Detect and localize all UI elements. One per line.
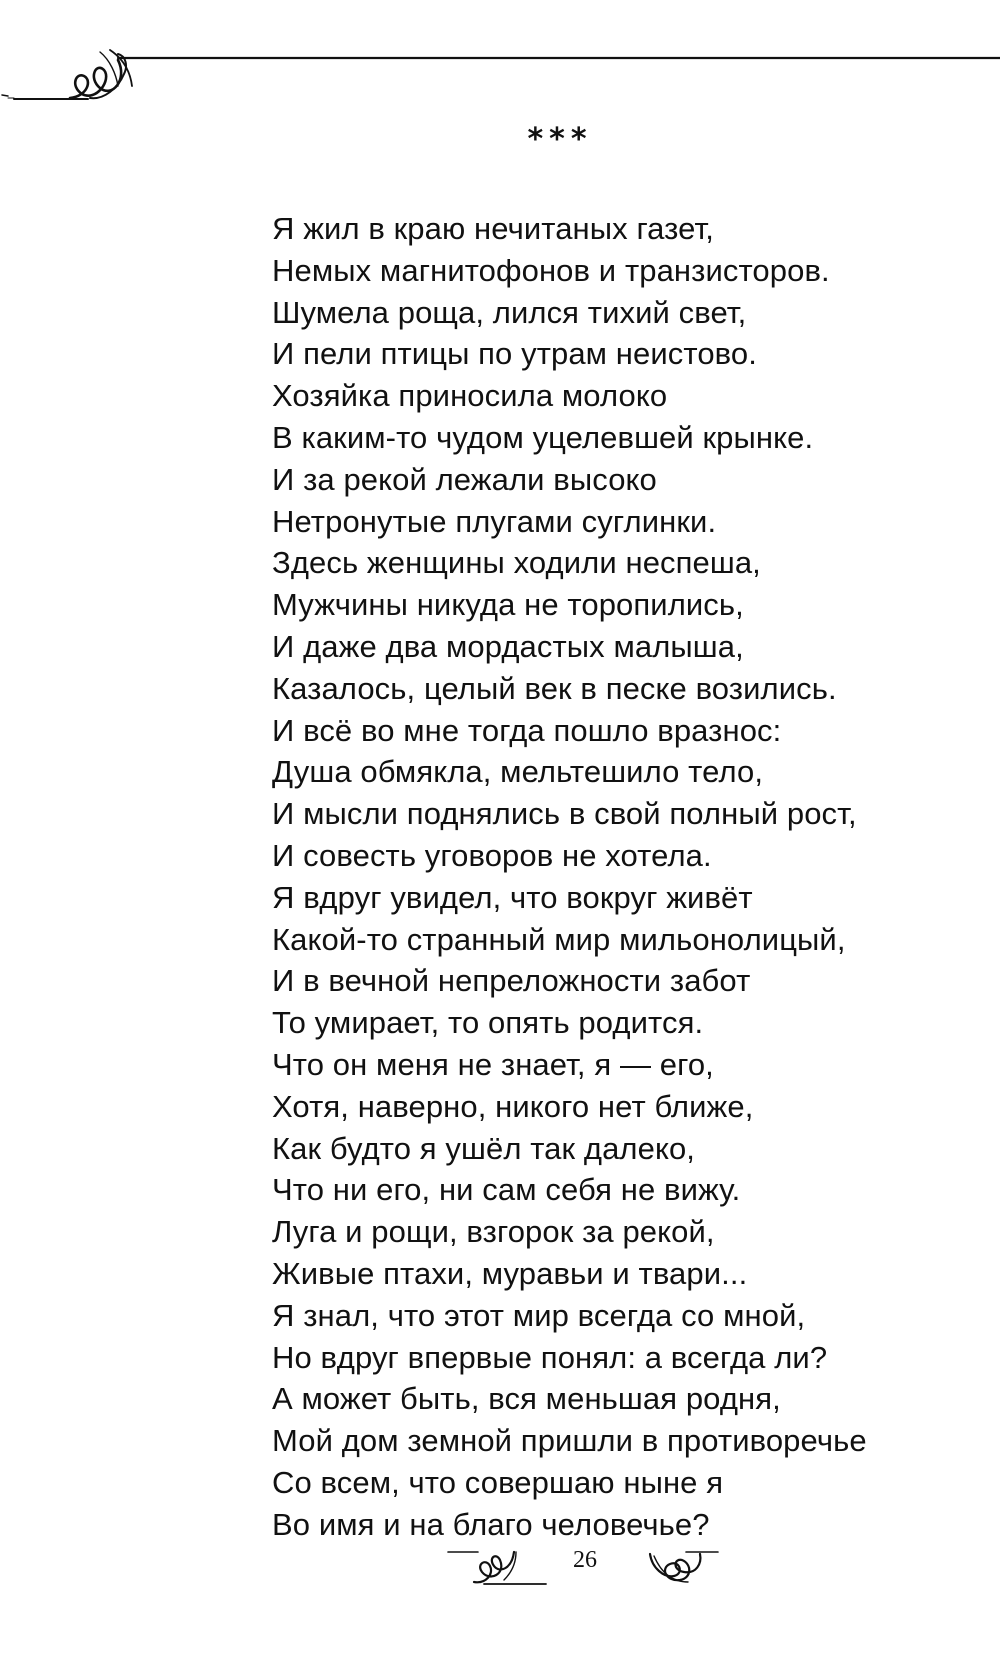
section-separator: *** bbox=[527, 122, 593, 157]
poem-line: Как будто я ушёл так далеко, bbox=[272, 1130, 696, 1166]
poem-line: В каким-то чудом уцелевшей крынке. bbox=[272, 419, 814, 455]
poem-line: Шумела роща, лился тихий свет, bbox=[272, 294, 747, 330]
footer-right-flourish-icon bbox=[650, 1552, 718, 1582]
poem-line: Я вдруг увидел, что вокруг живёт bbox=[272, 879, 753, 915]
poem-line: Я знал, что этот мир всегда со мной, bbox=[272, 1297, 806, 1333]
poem-line: Душа обмякла, мельтешило тело, bbox=[272, 754, 764, 790]
footer-left-flourish-icon bbox=[448, 1552, 546, 1584]
poem-line: И за рекой лежали высоко bbox=[272, 461, 657, 497]
header-flourish-icon bbox=[2, 50, 1000, 99]
poem-line: И даже два мордастых малыша, bbox=[272, 628, 744, 664]
poem-line: Мой дом земной пришли в противоречье bbox=[272, 1423, 867, 1459]
poem-line: Со всем, что совершаю ныне я bbox=[272, 1464, 724, 1500]
poem-text bbox=[272, 208, 992, 1546]
poem-line: И совесть уговоров не хотела. bbox=[272, 837, 712, 873]
poem-line: Луга и рощи, взгорок за рекой, bbox=[272, 1214, 715, 1250]
poem-line: Хотя, наверно, никого нет ближе, bbox=[272, 1088, 754, 1124]
poem-line: Я жил в краю нечитаных газет, bbox=[272, 211, 715, 246]
header-ornament bbox=[0, 40, 1000, 120]
poem-line: Какой-то странный мир мильонолицый, bbox=[272, 921, 846, 957]
poem-line: Во имя и на благо человечье? bbox=[272, 1506, 710, 1542]
poem-line: И всё во мне тогда пошло вразнос: bbox=[272, 712, 782, 748]
poem-line: И пели птицы по утрам неистово. bbox=[272, 336, 757, 372]
poem-line: Но вдруг впервые понял: а всегда ли? bbox=[272, 1339, 828, 1375]
poem-line: Немых магнитофонов и транзисторов. bbox=[272, 252, 830, 288]
poem-line: Живые птахи, муравьи и твари... bbox=[272, 1255, 748, 1291]
poem-line: То умирает, то опять родится. bbox=[272, 1005, 704, 1041]
page-number: 26 bbox=[573, 1547, 597, 1573]
poem-line: А может быть, вся меньшая родня, bbox=[272, 1381, 781, 1417]
poem-line: Нетронутые плугами суглинки. bbox=[272, 503, 717, 539]
poem-line: Казалось, целый век в песке возились. bbox=[272, 670, 837, 706]
poem-line: И мысли поднялись в свой полный рост, bbox=[272, 796, 857, 832]
footer-ornament bbox=[0, 1540, 1000, 1600]
poem-line: Здесь женщины ходили неспеша, bbox=[272, 545, 761, 581]
poem-line: И в вечной непреложности забот bbox=[272, 963, 751, 999]
poem-line: Хозяйка приносила молоко bbox=[272, 378, 668, 414]
poem-line: Что он меня не знает, я — его, bbox=[272, 1046, 714, 1082]
poem-line: Что ни его, ни сам себя не вижу. bbox=[272, 1172, 741, 1208]
poem-line: Мужчины никуда не торопились, bbox=[272, 587, 744, 623]
